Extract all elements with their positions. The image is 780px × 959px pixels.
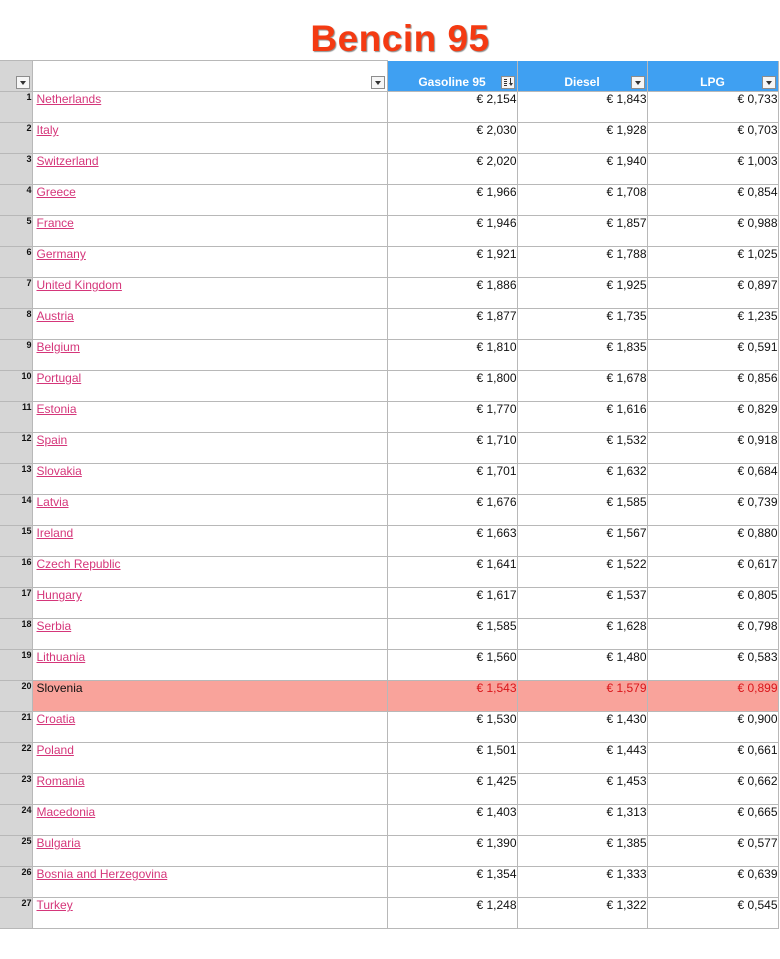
country-link[interactable]: Romania xyxy=(36,774,85,788)
lpg-price-cell: € 0,899 xyxy=(647,681,778,712)
table-row xyxy=(0,650,778,681)
country-link[interactable]: Lithuania xyxy=(36,650,86,664)
row-number: 8 xyxy=(0,309,32,340)
lpg-price-cell: € 0,739 xyxy=(647,495,778,526)
diesel-price-cell: € 1,313 xyxy=(517,805,647,836)
gasoline-price-cell: € 1,501 xyxy=(387,743,517,774)
row-number: 14 xyxy=(0,495,32,526)
gasoline-price-cell: € 1,663 xyxy=(387,526,517,557)
table-row xyxy=(0,123,778,154)
table-row xyxy=(0,185,778,216)
lpg-price-cell: € 0,583 xyxy=(647,650,778,681)
country-label: Slovenia xyxy=(36,681,83,695)
country-link[interactable]: Turkey xyxy=(36,898,73,912)
country-cell xyxy=(32,743,387,774)
diesel-price-cell: € 1,940 xyxy=(517,154,647,185)
country-cell xyxy=(32,867,387,898)
table-row xyxy=(0,495,778,526)
table-row xyxy=(0,805,778,836)
row-number: 6 xyxy=(0,247,32,278)
lpg-price-cell: € 0,805 xyxy=(647,588,778,619)
lpg-price-cell: € 1,025 xyxy=(647,247,778,278)
lpg-header[interactable] xyxy=(647,61,778,92)
header-row xyxy=(0,61,778,92)
gasoline-price-cell: € 1,877 xyxy=(387,309,517,340)
diesel-price-cell: € 1,925 xyxy=(517,278,647,309)
diesel-price-cell: € 1,735 xyxy=(517,309,647,340)
diesel-header-label: Diesel xyxy=(564,75,600,89)
fuel-price-table xyxy=(0,60,779,929)
country-link[interactable]: Croatia xyxy=(36,712,76,726)
table-row xyxy=(0,464,778,495)
country-link[interactable]: Latvia xyxy=(36,495,69,509)
gasoline-price-cell: € 1,543 xyxy=(387,681,517,712)
gasoline-header[interactable] xyxy=(387,61,517,92)
country-cell xyxy=(32,433,387,464)
gasoline-price-cell: € 1,676 xyxy=(387,495,517,526)
lpg-price-cell: € 0,880 xyxy=(647,526,778,557)
row-number: 4 xyxy=(0,185,32,216)
lpg-price-cell: € 1,235 xyxy=(647,309,778,340)
diesel-price-cell: € 1,333 xyxy=(517,867,647,898)
country-cell xyxy=(32,247,387,278)
gasoline-price-cell: € 1,810 xyxy=(387,340,517,371)
lpg-price-cell: € 0,897 xyxy=(647,278,778,309)
country-link[interactable]: Hungary xyxy=(36,588,82,602)
row-number: 16 xyxy=(0,557,32,588)
lpg-price-cell: € 0,854 xyxy=(647,185,778,216)
row-number: 23 xyxy=(0,774,32,805)
country-cell xyxy=(32,712,387,743)
country-cell xyxy=(32,278,387,309)
country-link[interactable]: Spain xyxy=(36,433,68,447)
row-number: 26 xyxy=(0,867,32,898)
row-number: 25 xyxy=(0,836,32,867)
country-cell xyxy=(32,185,387,216)
row-number: 10 xyxy=(0,371,32,402)
gasoline-price-cell: € 1,701 xyxy=(387,464,517,495)
diesel-price-cell: € 1,678 xyxy=(517,371,647,402)
country-header xyxy=(32,61,387,92)
lpg-price-cell: € 0,703 xyxy=(647,123,778,154)
lpg-price-cell: € 0,918 xyxy=(647,433,778,464)
gasoline-price-cell: € 1,770 xyxy=(387,402,517,433)
lpg-price-cell: € 0,684 xyxy=(647,464,778,495)
diesel-price-cell: € 1,628 xyxy=(517,619,647,650)
gasoline-price-cell: € 2,154 xyxy=(387,92,517,123)
diesel-price-cell: € 1,532 xyxy=(517,433,647,464)
table-row xyxy=(0,867,778,898)
country-link[interactable]: Germany xyxy=(36,247,86,261)
table-row xyxy=(0,92,778,123)
diesel-price-cell: € 1,453 xyxy=(517,774,647,805)
gasoline-price-cell: € 1,248 xyxy=(387,898,517,929)
lpg-price-cell: € 0,545 xyxy=(647,898,778,929)
country-link[interactable]: Portugal xyxy=(36,371,82,385)
lpg-price-cell: € 0,798 xyxy=(647,619,778,650)
diesel-price-cell: € 1,480 xyxy=(517,650,647,681)
country-link[interactable]: Estonia xyxy=(36,402,77,416)
gasoline-price-cell: € 1,585 xyxy=(387,619,517,650)
lpg-price-cell: € 0,617 xyxy=(647,557,778,588)
gasoline-header-label: Gasoline 95 xyxy=(418,75,486,89)
row-number: 5 xyxy=(0,216,32,247)
country-link[interactable]: Netherlands xyxy=(36,92,102,106)
row-number: 18 xyxy=(0,619,32,650)
row-number: 2 xyxy=(0,123,32,154)
table-row xyxy=(0,309,778,340)
row-number: 27 xyxy=(0,898,32,929)
country-link[interactable]: France xyxy=(36,216,74,230)
row-number: 3 xyxy=(0,154,32,185)
country-link[interactable]: Macedonia xyxy=(36,805,96,819)
sort-descending-icon[interactable] xyxy=(501,76,515,89)
country-cell xyxy=(32,619,387,650)
country-cell xyxy=(32,898,387,929)
country-cell xyxy=(32,371,387,402)
filter-dropdown-icon[interactable] xyxy=(762,76,776,89)
diesel-header[interactable] xyxy=(517,61,647,92)
table-row xyxy=(0,681,778,712)
country-cell xyxy=(32,650,387,681)
gasoline-price-cell: € 1,710 xyxy=(387,433,517,464)
diesel-price-cell: € 1,322 xyxy=(517,898,647,929)
lpg-price-cell: € 1,003 xyxy=(647,154,778,185)
row-number: 24 xyxy=(0,805,32,836)
lpg-price-cell: € 0,639 xyxy=(647,867,778,898)
table-row xyxy=(0,340,778,371)
country-cell xyxy=(32,216,387,247)
gasoline-price-cell: € 1,390 xyxy=(387,836,517,867)
gasoline-price-cell: € 1,966 xyxy=(387,185,517,216)
country-cell xyxy=(32,526,387,557)
row-number: 11 xyxy=(0,402,32,433)
country-link[interactable]: Slovakia xyxy=(36,464,82,478)
gasoline-price-cell: € 1,530 xyxy=(387,712,517,743)
lpg-price-cell: € 0,661 xyxy=(647,743,778,774)
lpg-price-cell: € 0,829 xyxy=(647,402,778,433)
country-link[interactable]: Ireland xyxy=(36,526,74,540)
diesel-price-cell: € 1,522 xyxy=(517,557,647,588)
country-cell xyxy=(32,495,387,526)
country-link[interactable]: Belgium xyxy=(36,340,80,354)
diesel-price-cell: € 1,579 xyxy=(517,681,647,712)
table-row xyxy=(0,743,778,774)
row-number: 15 xyxy=(0,526,32,557)
country-cell xyxy=(32,464,387,495)
diesel-price-cell: € 1,835 xyxy=(517,340,647,371)
table-body xyxy=(0,92,778,929)
gasoline-price-cell: € 1,921 xyxy=(387,247,517,278)
row-number: 19 xyxy=(0,650,32,681)
country-cell xyxy=(32,154,387,185)
diesel-price-cell: € 1,430 xyxy=(517,712,647,743)
country-cell xyxy=(32,836,387,867)
table-row xyxy=(0,619,778,650)
filter-dropdown-icon[interactable] xyxy=(371,76,385,89)
row-number: 22 xyxy=(0,743,32,774)
table-row xyxy=(0,557,778,588)
diesel-price-cell: € 1,585 xyxy=(517,495,647,526)
country-cell xyxy=(32,340,387,371)
country-link[interactable]: Poland xyxy=(36,743,74,757)
diesel-price-cell: € 1,708 xyxy=(517,185,647,216)
row-number: 9 xyxy=(0,340,32,371)
gasoline-price-cell: € 2,030 xyxy=(387,123,517,154)
diesel-price-cell: € 1,537 xyxy=(517,588,647,619)
gasoline-price-cell: € 1,560 xyxy=(387,650,517,681)
table-row xyxy=(0,154,778,185)
lpg-price-cell: € 0,733 xyxy=(647,92,778,123)
table-row xyxy=(0,402,778,433)
row-number: 13 xyxy=(0,464,32,495)
country-link[interactable]: Austria xyxy=(36,309,74,323)
country-link[interactable]: Switzerland xyxy=(36,154,99,168)
country-cell xyxy=(32,588,387,619)
lpg-price-cell: € 0,662 xyxy=(647,774,778,805)
gasoline-price-cell: € 1,946 xyxy=(387,216,517,247)
country-cell xyxy=(32,681,387,712)
country-cell xyxy=(32,402,387,433)
country-cell xyxy=(32,123,387,154)
gasoline-price-cell: € 1,403 xyxy=(387,805,517,836)
filter-dropdown-icon[interactable] xyxy=(631,76,645,89)
lpg-price-cell: € 0,988 xyxy=(647,216,778,247)
country-link[interactable]: United Kingdom xyxy=(36,278,122,292)
gasoline-price-cell: € 1,354 xyxy=(387,867,517,898)
table-row xyxy=(0,836,778,867)
row-number: 20 xyxy=(0,681,32,712)
lpg-price-cell: € 0,577 xyxy=(647,836,778,867)
row-number: 17 xyxy=(0,588,32,619)
page-title: Bencin 95 xyxy=(310,18,490,59)
lpg-price-cell: € 0,591 xyxy=(647,340,778,371)
country-link[interactable]: Italy xyxy=(36,123,59,137)
lpg-price-cell: € 0,900 xyxy=(647,712,778,743)
diesel-price-cell: € 1,632 xyxy=(517,464,647,495)
filter-dropdown-icon[interactable] xyxy=(16,76,30,89)
country-cell xyxy=(32,92,387,123)
gasoline-price-cell: € 1,425 xyxy=(387,774,517,805)
diesel-price-cell: € 1,385 xyxy=(517,836,647,867)
row-number: 21 xyxy=(0,712,32,743)
row-number: 1 xyxy=(0,92,32,123)
diesel-price-cell: € 1,788 xyxy=(517,247,647,278)
table-row xyxy=(0,712,778,743)
gasoline-price-cell: € 1,800 xyxy=(387,371,517,402)
country-cell xyxy=(32,309,387,340)
country-cell xyxy=(32,774,387,805)
table-row xyxy=(0,371,778,402)
country-cell xyxy=(32,805,387,836)
diesel-price-cell: € 1,616 xyxy=(517,402,647,433)
gasoline-price-cell: € 1,886 xyxy=(387,278,517,309)
table-row xyxy=(0,278,778,309)
country-link[interactable]: Bulgaria xyxy=(36,836,81,850)
lpg-price-cell: € 0,856 xyxy=(647,371,778,402)
gasoline-price-cell: € 1,641 xyxy=(387,557,517,588)
lpg-price-cell: € 0,665 xyxy=(647,805,778,836)
table-row xyxy=(0,774,778,805)
table-row xyxy=(0,247,778,278)
country-link[interactable]: Greece xyxy=(36,185,76,199)
diesel-price-cell: € 1,567 xyxy=(517,526,647,557)
diesel-price-cell: € 1,443 xyxy=(517,743,647,774)
row-number-header xyxy=(0,61,32,92)
table-row xyxy=(0,898,778,929)
table-row xyxy=(0,433,778,464)
table-row xyxy=(0,526,778,557)
row-number: 7 xyxy=(0,278,32,309)
country-link[interactable]: Serbia xyxy=(36,619,72,633)
country-link[interactable]: Czech Republic xyxy=(36,557,121,571)
country-link[interactable]: Bosnia and Herzegovina xyxy=(36,867,168,881)
diesel-price-cell: € 1,857 xyxy=(517,216,647,247)
row-number: 12 xyxy=(0,433,32,464)
diesel-price-cell: € 1,928 xyxy=(517,123,647,154)
table-row xyxy=(0,216,778,247)
country-cell xyxy=(32,557,387,588)
gasoline-price-cell: € 1,617 xyxy=(387,588,517,619)
lpg-header-label: LPG xyxy=(700,75,725,89)
diesel-price-cell: € 1,843 xyxy=(517,92,647,123)
table-row xyxy=(0,588,778,619)
gasoline-price-cell: € 2,020 xyxy=(387,154,517,185)
